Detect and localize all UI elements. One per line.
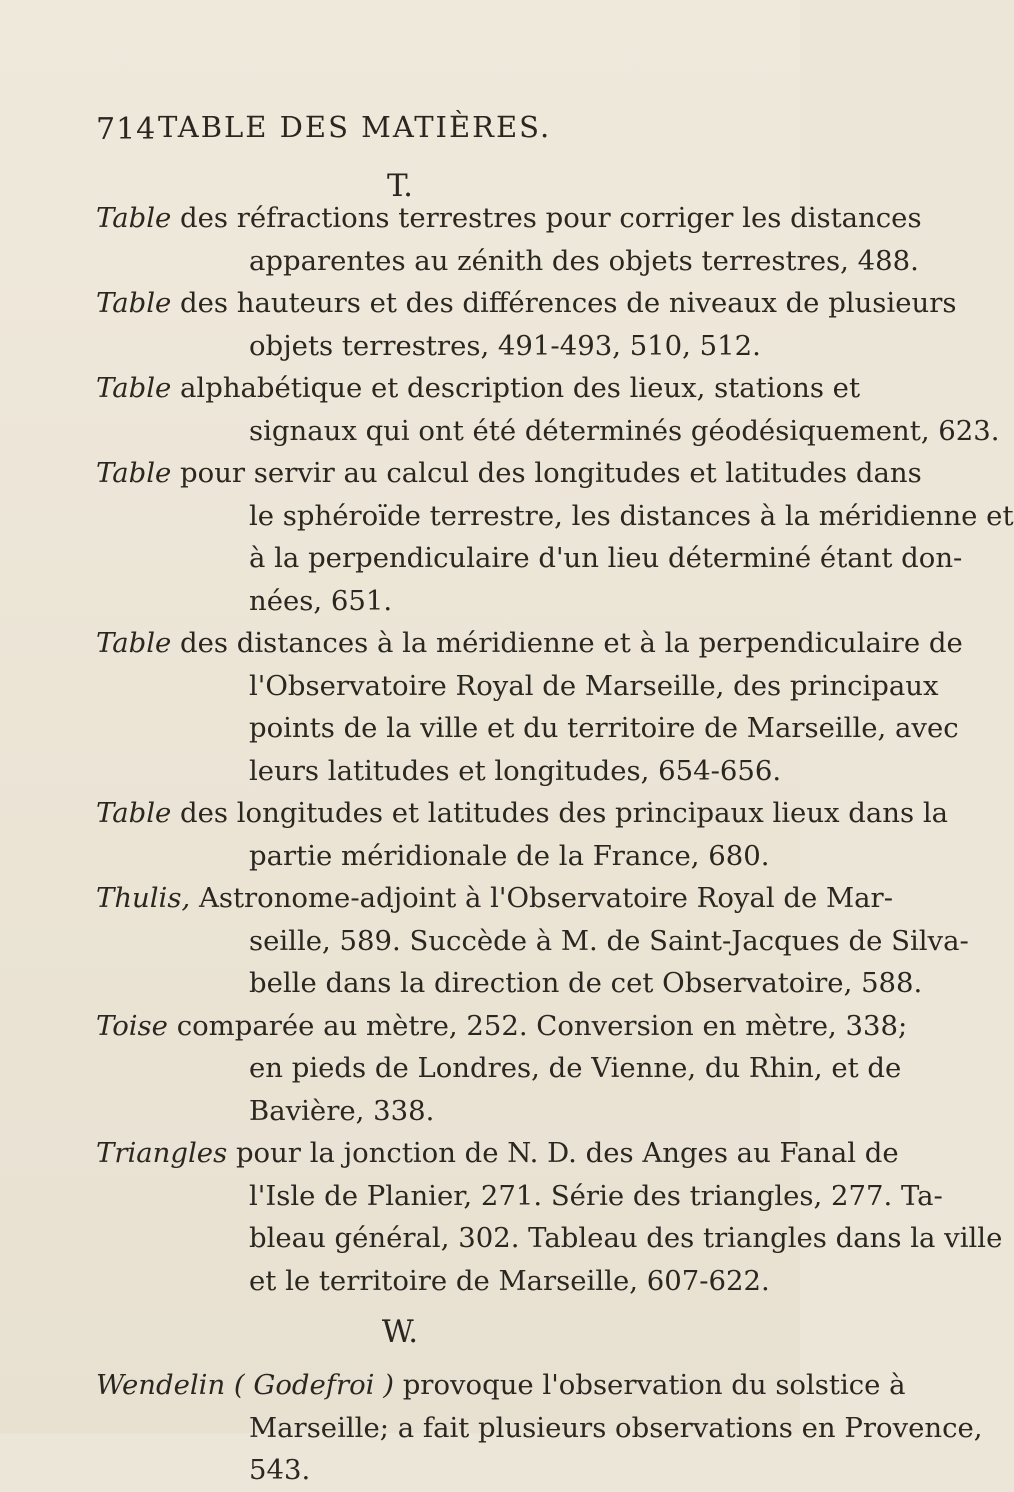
entry-line: belle dans la direction de cet Observatoire, 588.: [249, 967, 923, 999]
entry-line: comparée au mètre, 252. Conversion en mètre, 338;: [176, 1009, 908, 1042]
entry-line: l'Isle de Planier, 271. Série des triangles, 277. Ta-: [249, 1179, 943, 1212]
section-letter-w: W.: [381, 1314, 419, 1350]
entry-line: et le territoire de Marseille, 607-622.: [249, 1264, 770, 1297]
entry-lead: Table: [96, 202, 172, 234]
entry-line: des hauteurs et des différences de niveaux de plusieurs: [180, 287, 957, 319]
index-entry-thulis: [96, 877, 969, 1005]
index-entry-table-refractions: [96, 197, 922, 282]
entry-line: bleau général, 302. Tableau des triangles dans la ville: [249, 1222, 1003, 1254]
entry-lead: Table: [96, 627, 172, 659]
index-entry-table-longitudes-spheroide: [96, 452, 1014, 622]
entry-line: pour servir au calcul des longitudes et latitudes dans: [180, 457, 922, 489]
running-header: TABLE DES MATIÈRES.: [158, 110, 552, 144]
entry-line: objets terrestres, 491-493, 510, 512.: [249, 329, 761, 362]
entry-line: le sphéroïde terrestre, les distances à la méridienne et: [249, 499, 1014, 532]
index-entry-table-distances-marseille: [96, 622, 963, 792]
entry-line: points de la ville et du territoire de Marseille, avec: [249, 712, 959, 744]
entry-line: leurs latitudes et longitudes, 654-656.: [249, 754, 782, 787]
entry-line: nées, 651.: [249, 584, 393, 617]
section-letter-t: T.: [387, 168, 413, 204]
entry-line: 543.: [249, 1454, 311, 1486]
entry-lead: Table: [96, 797, 172, 829]
entry-line: l'Observatoire Royal de Marseille, des principaux: [249, 669, 939, 702]
index-entry-triangles: [96, 1132, 1003, 1302]
entry-line: des réfractions terrestres pour corriger les distances: [180, 202, 922, 234]
index-entry-wendelin: [96, 1364, 983, 1492]
entry-line: alphabétique et description des lieux, stations et: [180, 372, 860, 404]
page-number: 714: [96, 112, 157, 147]
entry-lead: Table: [96, 287, 172, 319]
entry-lead: Table: [96, 457, 172, 489]
entry-line: seille, 589. Succède à M. de Saint-Jacques de Silva-: [249, 924, 969, 957]
entry-line: signaux qui ont été déterminés géodésiquement, 623.: [249, 414, 1000, 447]
entry-lead: Triangles: [96, 1137, 228, 1169]
index-entry-toise: [96, 1005, 908, 1133]
entry-lead: Toise: [96, 1009, 168, 1042]
entry-lead: Wendelin ( Godefroi ): [96, 1369, 394, 1401]
index-entry-table-alphabetique: [96, 367, 1000, 452]
entry-line: des longitudes et latitudes des principaux lieux dans la: [180, 797, 949, 829]
entry-line: Bavière, 338.: [249, 1094, 435, 1127]
index-entry-table-hauteurs: [96, 282, 957, 367]
entry-lead: Thulis,: [96, 882, 191, 914]
entry-line: provoque l'observation du solstice à: [402, 1369, 906, 1401]
entry-line: Marseille; a fait plusieurs observations en Provence,: [249, 1411, 983, 1444]
entry-line: pour la jonction de N. D. des Anges au Fanal de: [235, 1137, 899, 1169]
entry-lead: Table: [96, 372, 172, 404]
entry-line: des distances à la méridienne et à la perpendiculaire de: [180, 627, 963, 659]
entry-line: Astronome-adjoint à l'Observatoire Royal de Mar-: [198, 882, 893, 914]
index-entry-table-longitudes-france: [96, 792, 949, 877]
entry-line: apparentes au zénith des objets terrestres, 488.: [249, 244, 919, 277]
entry-line: à la perpendiculaire d'un lieu déterminé étant don-: [249, 542, 963, 574]
entry-line: partie méridionale de la France, 680.: [249, 839, 770, 872]
entry-line: en pieds de Londres, de Vienne, du Rhin, et de: [249, 1052, 902, 1084]
